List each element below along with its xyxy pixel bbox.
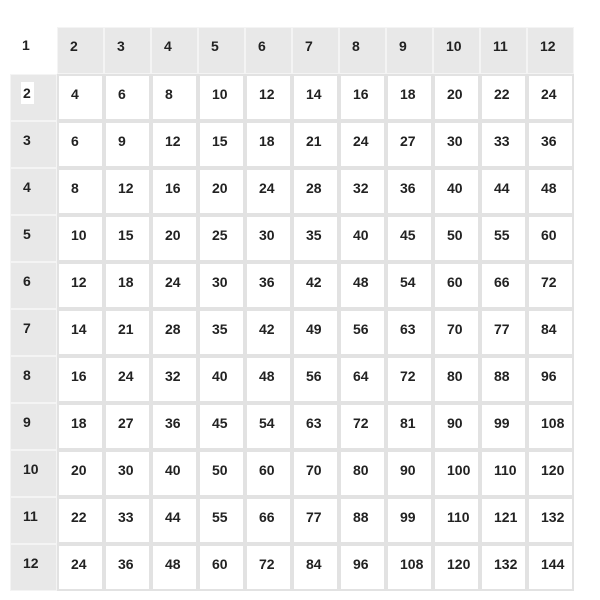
table-cell-label: 50 [212,462,228,478]
table-cell[interactable] [292,544,339,591]
table-cell[interactable] [245,121,292,168]
column-header-label: 3 [117,38,125,54]
table-cell[interactable] [245,309,292,356]
table-cell-label: 66 [259,509,275,525]
row-header-label: 8 [23,367,31,383]
table-cell-label: 120 [447,556,471,572]
row-header [10,215,57,262]
table-cell-label: 12 [165,133,181,149]
table-cell-label: 66 [494,274,510,290]
table-cell[interactable] [527,309,574,356]
table-cell-label: 24 [259,180,275,196]
table-cell-label: 36 [259,274,275,290]
table-cell-label: 72 [400,368,416,384]
table-cell[interactable] [104,168,151,215]
table-cell[interactable] [433,450,480,497]
table-cell-label: 72 [353,415,369,431]
table-cell[interactable] [480,544,527,591]
table-cell[interactable] [433,215,480,262]
row-header-label: 3 [23,132,31,148]
table-cell[interactable] [198,309,245,356]
table-cell[interactable] [527,356,574,403]
table-cell[interactable] [104,497,151,544]
table-cell[interactable] [104,121,151,168]
table-cell-label: 22 [71,509,87,525]
table-cell-label: 54 [400,274,416,290]
table-cell-label: 24 [165,274,181,290]
table-cell[interactable] [527,403,574,450]
column-header [245,27,292,74]
table-cell-label: 70 [447,321,463,337]
table-cell-label: 36 [400,180,416,196]
table-cell[interactable] [151,450,198,497]
row-header-label: 5 [23,226,31,242]
table-cell-label: 18 [400,86,416,102]
table-cell[interactable] [198,403,245,450]
table-corner-cell-label: 1 [22,37,30,53]
row-header [10,168,57,215]
table-cell-label: 8 [165,86,173,102]
table-cell-label: 35 [306,227,322,243]
row-header-label: 6 [23,273,31,289]
table-cell-label: 18 [71,415,87,431]
table-cell[interactable] [527,544,574,591]
table-cell[interactable] [151,262,198,309]
table-cell-label: 70 [306,462,322,478]
table-cell[interactable] [151,168,198,215]
table-cell[interactable] [527,74,574,121]
table-cell-label: 24 [353,133,369,149]
table-cell-label: 84 [541,321,557,337]
table-cell[interactable] [245,544,292,591]
table-corner-cell [10,27,57,74]
column-header [104,27,151,74]
table-cell-label: 40 [165,462,181,478]
table-cell[interactable] [292,309,339,356]
row-header [10,309,57,356]
table-cell-label: 40 [353,227,369,243]
table-cell-label: 44 [494,180,510,196]
table-cell-label: 16 [71,368,87,384]
table-cell-label: 60 [447,274,463,290]
table-cell[interactable] [527,497,574,544]
table-cell-label: 77 [494,321,510,337]
table-cell-label: 12 [259,86,275,102]
table-cell[interactable] [339,450,386,497]
table-cell-label: 9 [118,133,126,149]
column-header-label: 11 [493,38,508,54]
table-cell-label: 81 [400,415,416,431]
table-cell-label: 22 [494,86,510,102]
table-cell[interactable] [480,121,527,168]
table-cell-label: 120 [541,462,565,478]
table-cell[interactable] [386,450,433,497]
table-cell-label: 132 [541,509,565,525]
table-cell-label: 90 [400,462,416,478]
table-cell-label: 20 [447,86,463,102]
column-header-label: 5 [211,38,219,54]
table-cell[interactable] [245,403,292,450]
row-header-label: 10 [23,461,39,477]
column-header [386,27,433,74]
table-cell[interactable] [480,168,527,215]
table-cell[interactable] [433,544,480,591]
table-cell[interactable] [151,121,198,168]
table-cell[interactable] [339,168,386,215]
table-cell[interactable] [527,215,574,262]
table-cell[interactable] [292,74,339,121]
table-cell[interactable] [433,356,480,403]
table-cell-label: 60 [541,227,557,243]
table-cell[interactable] [57,74,104,121]
column-header [480,27,527,74]
row-header [10,497,57,544]
table-cell[interactable] [480,403,527,450]
table-cell[interactable] [245,168,292,215]
table-cell-label: 99 [400,509,416,525]
table-cell-label: 55 [212,509,228,525]
table-cell[interactable] [339,544,386,591]
table-cell-label: 10 [71,227,87,243]
table-cell-label: 99 [494,415,510,431]
table-cell[interactable] [198,450,245,497]
table-cell-label: 110 [494,462,517,478]
table-cell-label: 30 [212,274,228,290]
table-cell-label: 36 [165,415,181,431]
table-cell[interactable] [292,215,339,262]
table-cell[interactable] [386,74,433,121]
multiplication-table [10,27,574,591]
table-cell-label: 63 [306,415,322,431]
column-header-label: 7 [305,38,313,54]
column-header-label: 10 [446,38,462,54]
table-cell[interactable] [386,168,433,215]
table-cell-label: 110 [447,509,470,525]
table-cell[interactable] [292,121,339,168]
table-cell-label: 18 [259,133,275,149]
table-cell[interactable] [57,497,104,544]
row-header [10,262,57,309]
table-cell-label: 6 [118,86,126,102]
table-cell[interactable] [151,403,198,450]
table-cell[interactable] [198,74,245,121]
table-cell-label: 54 [259,415,275,431]
table-cell[interactable] [386,356,433,403]
table-cell-label: 42 [306,274,322,290]
table-cell-label: 42 [259,321,275,337]
table-cell[interactable] [480,262,527,309]
table-cell-label: 15 [212,133,228,149]
table-cell[interactable] [198,544,245,591]
row-header [10,121,57,168]
table-cell[interactable] [245,356,292,403]
table-cell[interactable] [57,356,104,403]
table-cell-label: 45 [212,415,228,431]
table-cell[interactable] [480,450,527,497]
table-cell-label: 20 [212,180,228,196]
row-header-label: 2 [21,82,34,104]
table-cell[interactable] [151,356,198,403]
table-cell-label: 32 [353,180,369,196]
row-header-label: 9 [23,414,31,430]
table-cell-label: 24 [71,556,87,572]
table-cell[interactable] [386,309,433,356]
table-cell[interactable] [198,215,245,262]
table-cell[interactable] [433,74,480,121]
table-cell[interactable] [480,215,527,262]
table-cell-label: 72 [541,274,557,290]
table-cell[interactable] [339,356,386,403]
table-cell-label: 108 [400,556,424,572]
row-header [10,74,57,121]
table-cell-label: 45 [400,227,416,243]
table-cell-label: 84 [306,556,322,572]
column-header-label: 2 [70,38,78,54]
table-cell[interactable] [104,544,151,591]
table-cell[interactable] [104,403,151,450]
row-header-label: 11 [23,508,38,524]
column-header-label: 8 [352,38,360,54]
table-cell-label: 30 [447,133,463,149]
table-cell[interactable] [527,450,574,497]
table-cell-label: 48 [541,180,557,196]
table-cell[interactable] [339,403,386,450]
table-cell-label: 27 [118,415,134,431]
table-cell[interactable] [339,262,386,309]
table-cell[interactable] [151,309,198,356]
table-cell-label: 14 [71,321,87,337]
row-header-label: 12 [23,555,39,571]
column-header-label: 12 [540,38,556,54]
table-cell[interactable] [292,497,339,544]
table-cell-label: 32 [165,368,181,384]
table-cell-label: 144 [541,556,565,572]
table-cell-label: 108 [541,415,565,431]
table-cell[interactable] [527,121,574,168]
table-cell-label: 28 [165,321,181,337]
row-header [10,403,57,450]
table-cell-label: 121 [494,509,518,525]
table-cell[interactable] [104,309,151,356]
table-cell-label: 6 [71,133,79,149]
row-header-label: 7 [23,320,31,336]
table-cell-label: 77 [306,509,322,525]
table-cell-label: 4 [71,86,79,102]
table-cell-label: 100 [447,462,471,478]
table-cell-label: 56 [306,368,322,384]
table-cell[interactable] [198,497,245,544]
table-cell-label: 72 [259,556,275,572]
table-cell[interactable] [57,262,104,309]
table-cell[interactable] [339,497,386,544]
table-cell-label: 56 [353,321,369,337]
table-cell-label: 40 [447,180,463,196]
table-cell-label: 27 [400,133,416,149]
table-cell-label: 16 [353,86,369,102]
column-header-label: 9 [399,38,407,54]
table-cell-label: 14 [306,86,322,102]
table-cell-label: 60 [259,462,275,478]
table-cell-label: 88 [353,509,369,525]
table-cell-label: 21 [118,321,134,337]
table-cell-label: 30 [259,227,275,243]
table-cell[interactable] [104,356,151,403]
table-cell[interactable] [57,309,104,356]
table-cell-label: 20 [71,462,87,478]
table-cell-label: 63 [400,321,416,337]
table-cell[interactable] [292,403,339,450]
table-cell[interactable] [198,262,245,309]
table-cell-label: 24 [541,86,557,102]
table-cell[interactable] [339,121,386,168]
table-cell[interactable] [104,450,151,497]
row-header [10,356,57,403]
table-cell[interactable] [57,168,104,215]
table-cell[interactable] [57,121,104,168]
table-cell[interactable] [433,403,480,450]
table-cell[interactable] [339,309,386,356]
table-cell-label: 48 [353,274,369,290]
table-cell[interactable] [433,309,480,356]
table-cell-label: 33 [118,509,134,525]
table-cell-label: 64 [353,368,369,384]
table-cell-label: 36 [541,133,557,149]
table-cell[interactable] [245,215,292,262]
table-cell[interactable] [104,215,151,262]
table-cell[interactable] [245,450,292,497]
table-cell[interactable] [386,215,433,262]
table-cell[interactable] [292,168,339,215]
row-header [10,544,57,591]
table-cell-label: 10 [212,86,228,102]
table-cell-label: 8 [71,180,79,196]
table-cell[interactable] [198,356,245,403]
table-cell-label: 50 [447,227,463,243]
table-cell-label: 33 [494,133,510,149]
table-cell-label: 12 [118,180,134,196]
table-cell-label: 132 [494,556,518,572]
column-header [339,27,386,74]
table-cell[interactable] [433,262,480,309]
table-cell-label: 28 [306,180,322,196]
column-header [57,27,104,74]
table-cell[interactable] [386,121,433,168]
table-cell-label: 88 [494,368,510,384]
table-cell[interactable] [104,262,151,309]
table-cell[interactable] [386,544,433,591]
row-header-label: 4 [23,179,31,195]
table-cell[interactable] [480,356,527,403]
table-cell[interactable] [292,356,339,403]
table-cell[interactable] [57,403,104,450]
table-cell-label: 20 [165,227,181,243]
table-cell[interactable] [480,309,527,356]
column-header [151,27,198,74]
table-cell[interactable] [527,262,574,309]
table-cell[interactable] [292,262,339,309]
table-cell[interactable] [386,403,433,450]
table-cell-label: 16 [165,180,181,196]
table-cell-label: 24 [118,368,134,384]
table-cell[interactable] [104,74,151,121]
table-cell-label: 12 [71,274,87,290]
table-cell-label: 80 [447,368,463,384]
table-cell-label: 21 [306,133,322,149]
row-header [10,450,57,497]
table-cell[interactable] [198,121,245,168]
table-cell[interactable] [245,262,292,309]
column-header [433,27,480,74]
column-header [198,27,245,74]
table-cell-label: 80 [353,462,369,478]
table-cell[interactable] [245,74,292,121]
table-cell-label: 35 [212,321,228,337]
table-cell[interactable] [151,74,198,121]
table-cell[interactable] [386,262,433,309]
column-header [527,27,574,74]
table-cell-label: 25 [212,227,228,243]
table-cell-label: 18 [118,274,134,290]
table-cell[interactable] [433,168,480,215]
table-cell-label: 55 [494,227,510,243]
table-cell-label: 90 [447,415,463,431]
table-cell-label: 48 [165,556,181,572]
table-cell-label: 96 [541,368,557,384]
table-cell[interactable] [57,450,104,497]
table-cell-label: 15 [118,227,134,243]
table-cell[interactable] [433,497,480,544]
table-cell[interactable] [198,168,245,215]
table-cell[interactable] [339,74,386,121]
table-cell-label: 30 [118,462,134,478]
table-cell[interactable] [57,215,104,262]
table-cell[interactable] [433,121,480,168]
column-header-label: 4 [164,38,172,54]
table-cell[interactable] [480,497,527,544]
table-cell-label: 36 [118,556,134,572]
table-cell[interactable] [527,168,574,215]
table-cell-label: 44 [165,509,181,525]
table-cell-label: 40 [212,368,228,384]
table-cell-label: 49 [306,321,322,337]
column-header [292,27,339,74]
table-cell[interactable] [245,497,292,544]
table-cell[interactable] [339,215,386,262]
table-cell[interactable] [386,497,433,544]
table-cell[interactable] [292,450,339,497]
table-cell[interactable] [151,544,198,591]
table-cell[interactable] [151,497,198,544]
table-cell-label: 60 [212,556,228,572]
table-cell-label: 96 [353,556,369,572]
table-cell-label: 48 [259,368,275,384]
column-header-label: 6 [258,38,266,54]
table-cell[interactable] [151,215,198,262]
table-cell[interactable] [57,544,104,591]
table-cell[interactable] [480,74,527,121]
